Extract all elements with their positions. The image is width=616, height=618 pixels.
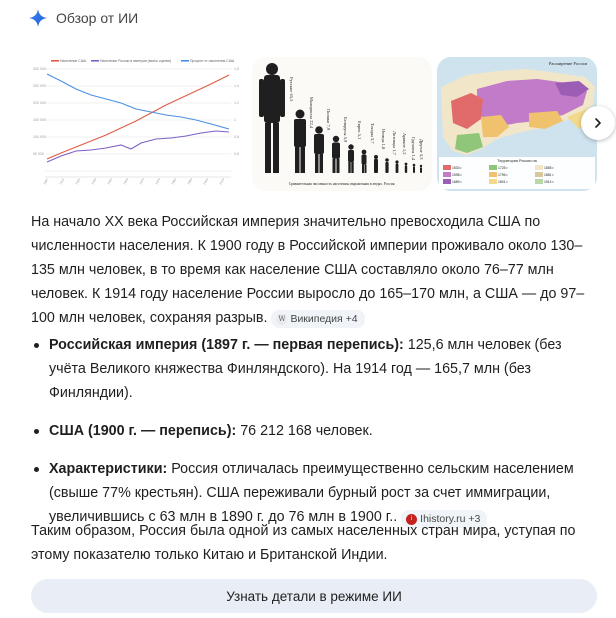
sparkle-icon [28, 8, 48, 28]
chevron-right-icon [592, 117, 604, 129]
svg-text:1796 г.: 1796 г. [498, 173, 509, 177]
svg-text:1,4: 1,4 [234, 84, 239, 88]
svg-text:1689 г.: 1689 г. [452, 180, 463, 184]
svg-text:1533 г.: 1533 г. [452, 166, 463, 170]
list-item-text: Россия отличалась преимущественно сельским населением (свыше 77% крестьян). США переживали бурный рост за счет иммиграции, увеличившись с 63 млн в 1890 г. до 76 млн в 1900 г.. [49, 461, 574, 525]
list-item-heading: США (1900 г. — перепись): [49, 423, 237, 439]
svg-text:1897: 1897 [42, 177, 50, 186]
list-item-text: 76 212 168 человек. [236, 423, 373, 439]
svg-text:Население России в империи (вз: Население России в империи (взяты оценки) [100, 59, 171, 64]
svg-text:Литовцы 1,7: Литовцы 1,7 [392, 131, 397, 155]
svg-text:0,8: 0,8 [234, 135, 239, 139]
svg-text:1855 г.: 1855 г. [544, 166, 555, 170]
ai-overview-title: Обзор от ИИ [56, 10, 139, 26]
population-figures-thumbnail[interactable] [252, 57, 432, 191]
svg-text:Поляки 7,9: Поляки 7,9 [326, 109, 331, 131]
svg-text:250 000: 250 000 [33, 84, 46, 88]
svg-text:50 000: 50 000 [33, 152, 44, 156]
svg-text:Евреи 5,1: Евреи 5,1 [357, 121, 362, 140]
svg-text:2009: 2009 [202, 177, 210, 186]
list-item-heading: Российская империя (1897 г. — первая перепись): [49, 337, 404, 353]
svg-text:Белорусы 5,9: Белорусы 5,9 [343, 117, 348, 143]
svg-text:1,6: 1,6 [234, 67, 239, 71]
svg-text:1926: 1926 [74, 177, 82, 186]
summary-text: На начало XX века Российская империя значительно превосходила США по численности населения. К 1900 году в Российской империи проживало около 130–135 млн человек, в то время как население США составляло около 76–77 млн человек. К 1914 году население России выросло до 165–170 млн, а США — до 97–100 млн человек, сохраняя разрыв. [31, 214, 585, 326]
svg-text:Армяне 1,2: Армяне 1,2 [402, 133, 407, 155]
svg-text:Население США: Население США [60, 59, 87, 64]
list-item-heading: Характеристики: [49, 461, 168, 477]
list-item [31, 333, 591, 405]
ai-mode-details-button[interactable] [31, 579, 597, 613]
svg-text:1959: 1959 [122, 177, 130, 186]
russia-map-thumbnail[interactable] [437, 57, 597, 191]
svg-text:1881 г.: 1881 г. [544, 173, 555, 177]
wikipedia-icon: W [278, 315, 286, 323]
list-item-text: 125,6 млн человек (без учёта Великого княжества Финляндского). На 1914 год — 165,7 млн (без Финляндии). [49, 337, 562, 401]
source-chip-label: Википедия +4 [290, 313, 358, 325]
conclusion-text: Таким образом, Россия была одной из самых населенных стран мира, уступая по этому показателю только Китаю и Британской Индии. [31, 523, 576, 563]
svg-text:Процент от населения США: Процент от населения США [190, 59, 235, 64]
svg-text:1914 г.: 1914 г. [544, 180, 555, 184]
svg-text:1970: 1970 [138, 177, 146, 186]
svg-text:1913: 1913 [58, 177, 66, 186]
conclusion-paragraph [31, 519, 591, 567]
svg-text:Расширение России: Расширение России [548, 61, 587, 66]
svg-text:1,2: 1,2 [234, 101, 239, 105]
list-item [31, 419, 591, 443]
summary-paragraph [31, 210, 591, 330]
svg-text:1950: 1950 [106, 177, 114, 186]
ai-mode-details-label: Узнать детали в режиме ИИ [226, 588, 402, 604]
svg-text:Грузины 1,4: Грузины 1,4 [411, 137, 416, 161]
svg-text:1999: 1999 [186, 177, 194, 186]
svg-text:1598 г.: 1598 г. [452, 173, 463, 177]
svg-text:1801 г.: 1801 г. [498, 180, 509, 184]
svg-text:Немцы 1,8: Немцы 1,8 [381, 129, 386, 150]
svg-text:100 000: 100 000 [33, 135, 46, 139]
chart-legend [51, 59, 235, 63]
svg-text:Татары 3,7: Татары 3,7 [370, 123, 375, 144]
svg-text:Малороссы 22,4: Малороссы 22,4 [309, 97, 314, 129]
ai-overview-header [28, 8, 138, 28]
image-carousel [31, 57, 616, 191]
svg-text:200 000: 200 000 [33, 101, 46, 105]
svg-text:Русские 65,5: Русские 65,5 [289, 77, 294, 102]
svg-text:2019: 2019 [218, 177, 226, 186]
svg-text:Территория России на: Территория России на [497, 159, 537, 163]
svg-text:1939: 1939 [90, 177, 98, 186]
svg-text:Другие 5,3: Другие 5,3 [419, 139, 424, 160]
svg-text:150 000: 150 000 [33, 118, 46, 122]
carousel-next-button[interactable] [581, 106, 615, 140]
source-chip-label: Ihistory.ru +3 [420, 513, 481, 525]
svg-text:1979: 1979 [154, 177, 162, 186]
svg-text:1989: 1989 [170, 177, 178, 186]
svg-text:1: 1 [234, 118, 236, 122]
svg-text:300 000: 300 000 [33, 67, 46, 71]
source-chip-wikipedia[interactable] [271, 310, 364, 328]
svg-text:Сравнительная численность насе: Сравнительная численность населения, выраженная в людях. Россия. [288, 182, 396, 186]
svg-text:0,6: 0,6 [234, 152, 239, 156]
ihistory-icon: i [406, 514, 417, 525]
svg-text:1725 г.: 1725 г. [498, 166, 509, 170]
facts-list [31, 333, 591, 543]
population-chart-thumbnail[interactable] [31, 57, 247, 191]
